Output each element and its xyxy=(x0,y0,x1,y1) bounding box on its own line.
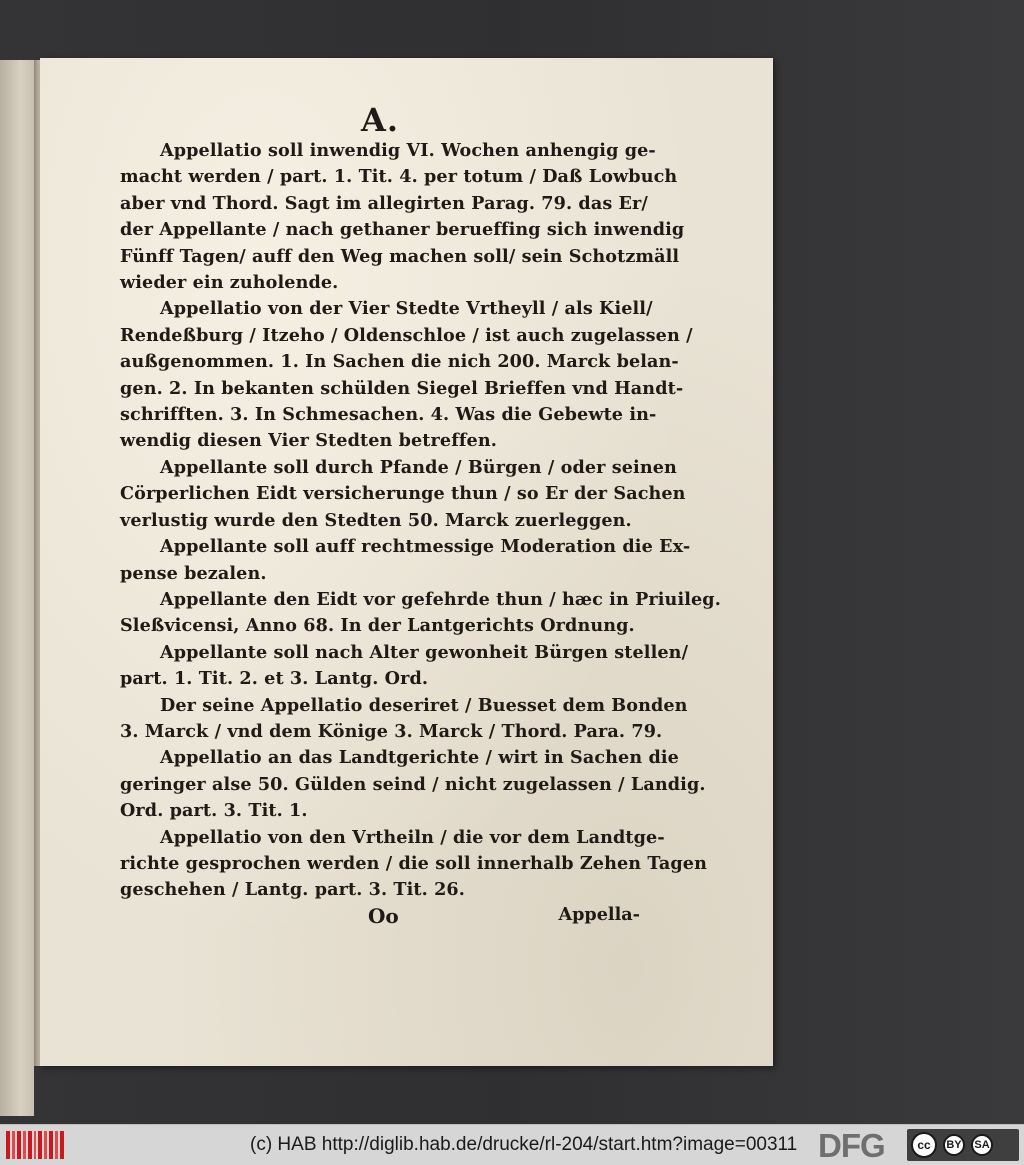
sa-icon: SA xyxy=(971,1134,993,1156)
hab-logo-icon xyxy=(6,1131,64,1159)
text-line: Appellante den Eidt vor gefehrde thun / hæc in Priuileg. xyxy=(160,588,721,610)
paragraph xyxy=(120,455,686,534)
catchword: Appella- xyxy=(558,903,640,925)
text-line: wendig diesen Vier Stedten betreffen. xyxy=(120,430,497,452)
paragraph xyxy=(120,534,691,587)
text-line: Der seine Appellatio deseriret / Buesset dem Bonden xyxy=(160,694,688,716)
text-line: part. 1. Tit. 2. et 3. Lantg. Ord. xyxy=(120,668,429,690)
text-line: Ord. part. 3. Tit. 1. xyxy=(120,800,308,822)
text-line: schrifften. 3. In Schmesachen. 4. Was die Gebewte in- xyxy=(120,404,657,426)
signature-letter: A. xyxy=(361,101,399,139)
text-line: außgenommen. 1. In Sachen die nich 200. Marck belan- xyxy=(120,351,679,373)
page-text xyxy=(120,101,721,934)
text-line: Appellatio von der Vier Stedte Vrtheyll / als Kiell/ xyxy=(160,298,653,320)
paragraph xyxy=(120,587,721,640)
text-line: Appellante soll durch Pfande / Bürgen / oder seinen xyxy=(160,456,677,478)
text-line: der Appellante / nach gethaner berueffing sich inwendig xyxy=(120,219,685,241)
paragraph xyxy=(120,693,688,746)
text-line: geschehen / Lantg. part. 3. Tit. 26. xyxy=(120,879,465,901)
text-line: Appellatio von den Vrtheiln / die vor dem Landtge- xyxy=(160,826,665,848)
paragraph xyxy=(120,138,685,296)
text-line: Fünff Tagen/ auff den Weg machen soll/ sein Schotzmäll xyxy=(120,245,680,267)
by-icon: BY xyxy=(943,1134,965,1156)
previous-page-edge xyxy=(0,60,34,1116)
text-line: Appellante soll auff rechtmessige Moderation die Ex- xyxy=(160,536,691,558)
page-catch-line xyxy=(120,904,640,934)
paragraphs xyxy=(120,138,721,904)
text-line: richte gesprochen werden / die soll innerhalb Zehen Tagen xyxy=(120,852,707,874)
cc-icon: cc xyxy=(911,1132,937,1158)
text-line: gen. 2. In bekanten schülden Siegel Brieffen vnd Handt- xyxy=(120,377,684,399)
text-line: 3. Marck / vnd dem Könige 3. Marck / Thord. Para. 79. xyxy=(120,720,663,742)
text-line: Appellatio soll inwendig VI. Wochen anhengig ge- xyxy=(160,140,656,161)
text-line: wieder ein zuholende. xyxy=(120,272,339,294)
text-line: Cörperlichen Eidt versicherunge thun / so Er der Sachen xyxy=(120,483,686,505)
text-line: Appellante soll nach Alter gewonheit Bürgen stellen/ xyxy=(160,641,689,663)
text-line: verlustig wurde den Stedten 50. Marck zuerleggen. xyxy=(120,509,632,531)
text-line: aber vnd Thord. Sagt im allegirten Parag. 79. das Er/ xyxy=(120,192,648,214)
dfg-logo[interactable]: DFG xyxy=(818,1127,885,1164)
copyright-link[interactable]: (c) HAB http://diglib.hab.de/drucke/rl-204/start.htm?image=00311 xyxy=(250,1134,798,1155)
text-line: Sleßvicensi, Anno 68. In der Lantgerichts Ordnung. xyxy=(120,615,635,637)
paragraph xyxy=(120,640,689,693)
text-line: geringer alse 50. Gülden seind / nicht zugelassen / Landig. xyxy=(120,773,706,795)
text-line: Appellatio an das Landtgerichte / wirt in Sachen die xyxy=(160,747,679,769)
book-page xyxy=(40,58,773,1066)
text-line: macht werden / part. 1. Tit. 4. per totum / Daß Lowbuch xyxy=(120,166,678,188)
paragraph xyxy=(120,825,707,904)
paragraph xyxy=(120,296,693,454)
text-line: Rendeßburg / Itzeho / Oldenschloe / ist auch zugelassen / xyxy=(120,324,693,346)
catch-signature: Oo xyxy=(368,903,399,928)
cc-license-badge[interactable] xyxy=(907,1129,1019,1161)
viewer-footer xyxy=(0,1124,1024,1165)
paragraph xyxy=(120,745,706,824)
text-line: pense bezalen. xyxy=(120,562,267,584)
